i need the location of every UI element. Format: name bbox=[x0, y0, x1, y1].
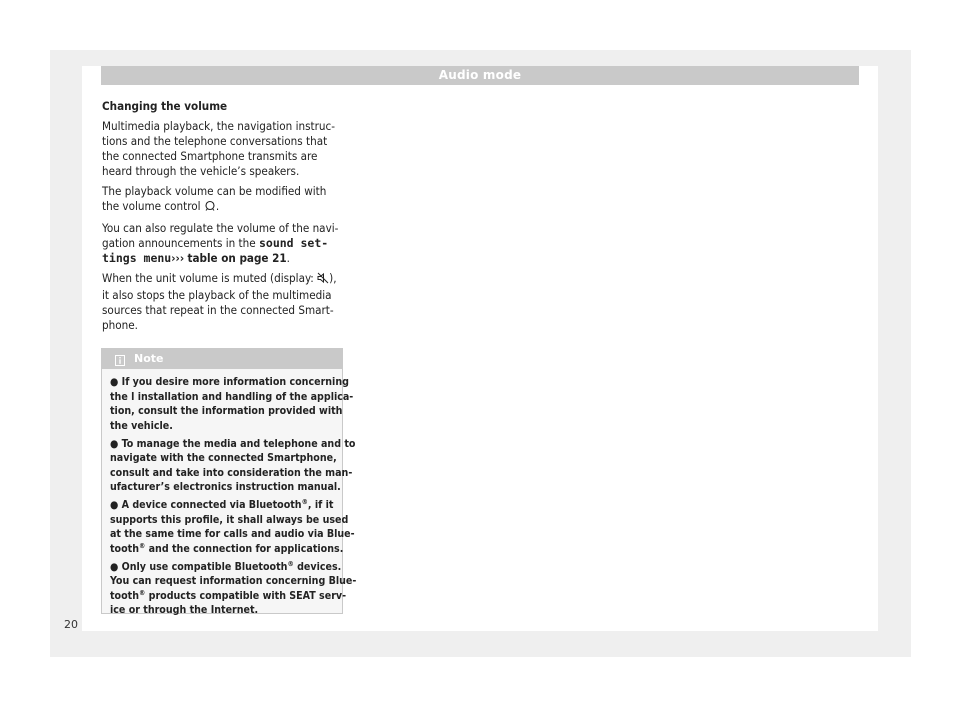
section-heading: Changing the volume bbox=[102, 99, 228, 113]
bullet: ● bbox=[110, 499, 119, 511]
text-line: the vehicle. bbox=[110, 419, 173, 432]
note-title: Note bbox=[134, 352, 164, 365]
arrow-glyph: ››› bbox=[171, 251, 185, 265]
text-fragment: Only use compatible Bluetooth bbox=[121, 560, 288, 573]
text-fragment: If you desire more information concerning bbox=[121, 376, 349, 388]
paragraph-mute bbox=[102, 271, 342, 333]
menu-name: tings menu bbox=[102, 251, 172, 265]
text-line: ufacturer’s electronics instruction manual. bbox=[110, 481, 341, 493]
text-line bbox=[110, 375, 349, 390]
text-line bbox=[110, 437, 356, 452]
menu-name: sound set- bbox=[258, 236, 329, 250]
registered-mark: ® bbox=[139, 588, 146, 597]
text-line bbox=[102, 251, 342, 266]
text-line: phone. bbox=[102, 318, 138, 332]
text-fragment: gation announcements in the bbox=[102, 236, 256, 250]
text-line: the connected Smartphone transmits are bbox=[102, 149, 318, 163]
text-line: consult and take into consideration the man- bbox=[110, 466, 353, 479]
registered-mark: ® bbox=[287, 559, 294, 568]
info-icon bbox=[115, 353, 125, 364]
text-fragment: . bbox=[286, 251, 290, 265]
section-header: Audio mode bbox=[101, 66, 859, 85]
text-line bbox=[110, 498, 334, 513]
text-line: the l installation and handling of the applica- bbox=[110, 390, 354, 403]
text-fragment: ), bbox=[329, 271, 337, 285]
text-fragment: When the unit volume is muted (display: bbox=[102, 271, 314, 285]
text-fragment: To manage the media and telephone and to bbox=[121, 437, 356, 450]
text-line: You can request information concerning Blue- bbox=[110, 575, 357, 587]
text-line: You can also regulate the volume of the navi- bbox=[102, 221, 339, 235]
note-body bbox=[102, 369, 357, 618]
text-line: Multimedia playback, the navigation instruc- bbox=[102, 119, 336, 133]
text-line: tions and the telephone conversations that bbox=[102, 134, 328, 148]
text-line: heard through the vehicle’s speakers. bbox=[102, 164, 300, 178]
note-item bbox=[110, 375, 354, 433]
text-line: supports this profile, it shall always be used bbox=[110, 513, 349, 526]
note-item bbox=[110, 498, 355, 556]
note-item bbox=[110, 437, 356, 495]
text-fragment: devices. bbox=[293, 560, 342, 573]
registered-mark: ® bbox=[139, 541, 146, 550]
registered-mark: ® bbox=[301, 498, 308, 506]
text-line bbox=[102, 271, 342, 288]
page-number: 20 bbox=[64, 618, 78, 631]
cross-reference-link[interactable]: table on page 21 bbox=[187, 251, 287, 265]
text-fragment: the volume control bbox=[102, 199, 201, 213]
bullet: ● bbox=[110, 376, 119, 388]
text-line: tion, consult the information provided with bbox=[110, 405, 343, 417]
text-line: navigate with the connected Smartphone, bbox=[110, 452, 337, 464]
mute-icon bbox=[317, 272, 329, 288]
volume-knob-icon bbox=[204, 200, 216, 216]
text-line: ice or through the Internet. bbox=[110, 604, 259, 616]
text-line: sources that repeat in the connected Smart- bbox=[102, 303, 334, 317]
note-box bbox=[101, 348, 357, 616]
bullet: ● bbox=[110, 437, 119, 450]
text-fragment: , if it bbox=[307, 499, 334, 511]
text-line bbox=[110, 559, 342, 575]
text-fragment: tooth bbox=[110, 542, 139, 555]
bullet: ● bbox=[110, 560, 119, 573]
text-fragment: . bbox=[215, 199, 220, 213]
text-fragment: A device connected via Bluetooth bbox=[121, 499, 302, 511]
text-line bbox=[102, 236, 342, 251]
text-line bbox=[102, 199, 219, 213]
text-fragment: and the connection for applications. bbox=[145, 542, 344, 555]
paragraph-navigation bbox=[102, 221, 342, 266]
text-fragment: tooth bbox=[110, 589, 139, 602]
paragraph-playback bbox=[102, 119, 342, 179]
text-fragment: products compatible with SEAT serv- bbox=[145, 589, 347, 602]
text-line bbox=[110, 588, 347, 604]
paragraph-volume-control bbox=[102, 184, 342, 216]
main-column bbox=[102, 99, 342, 338]
text-line: it also stops the playback of the multimedia bbox=[102, 288, 332, 302]
text-line: at the same time for calls and audio via Blue- bbox=[110, 528, 355, 540]
note-item bbox=[110, 559, 357, 618]
text-line: The playback volume can be modified with bbox=[102, 184, 327, 198]
text-line bbox=[110, 541, 344, 557]
note-header bbox=[102, 349, 342, 369]
